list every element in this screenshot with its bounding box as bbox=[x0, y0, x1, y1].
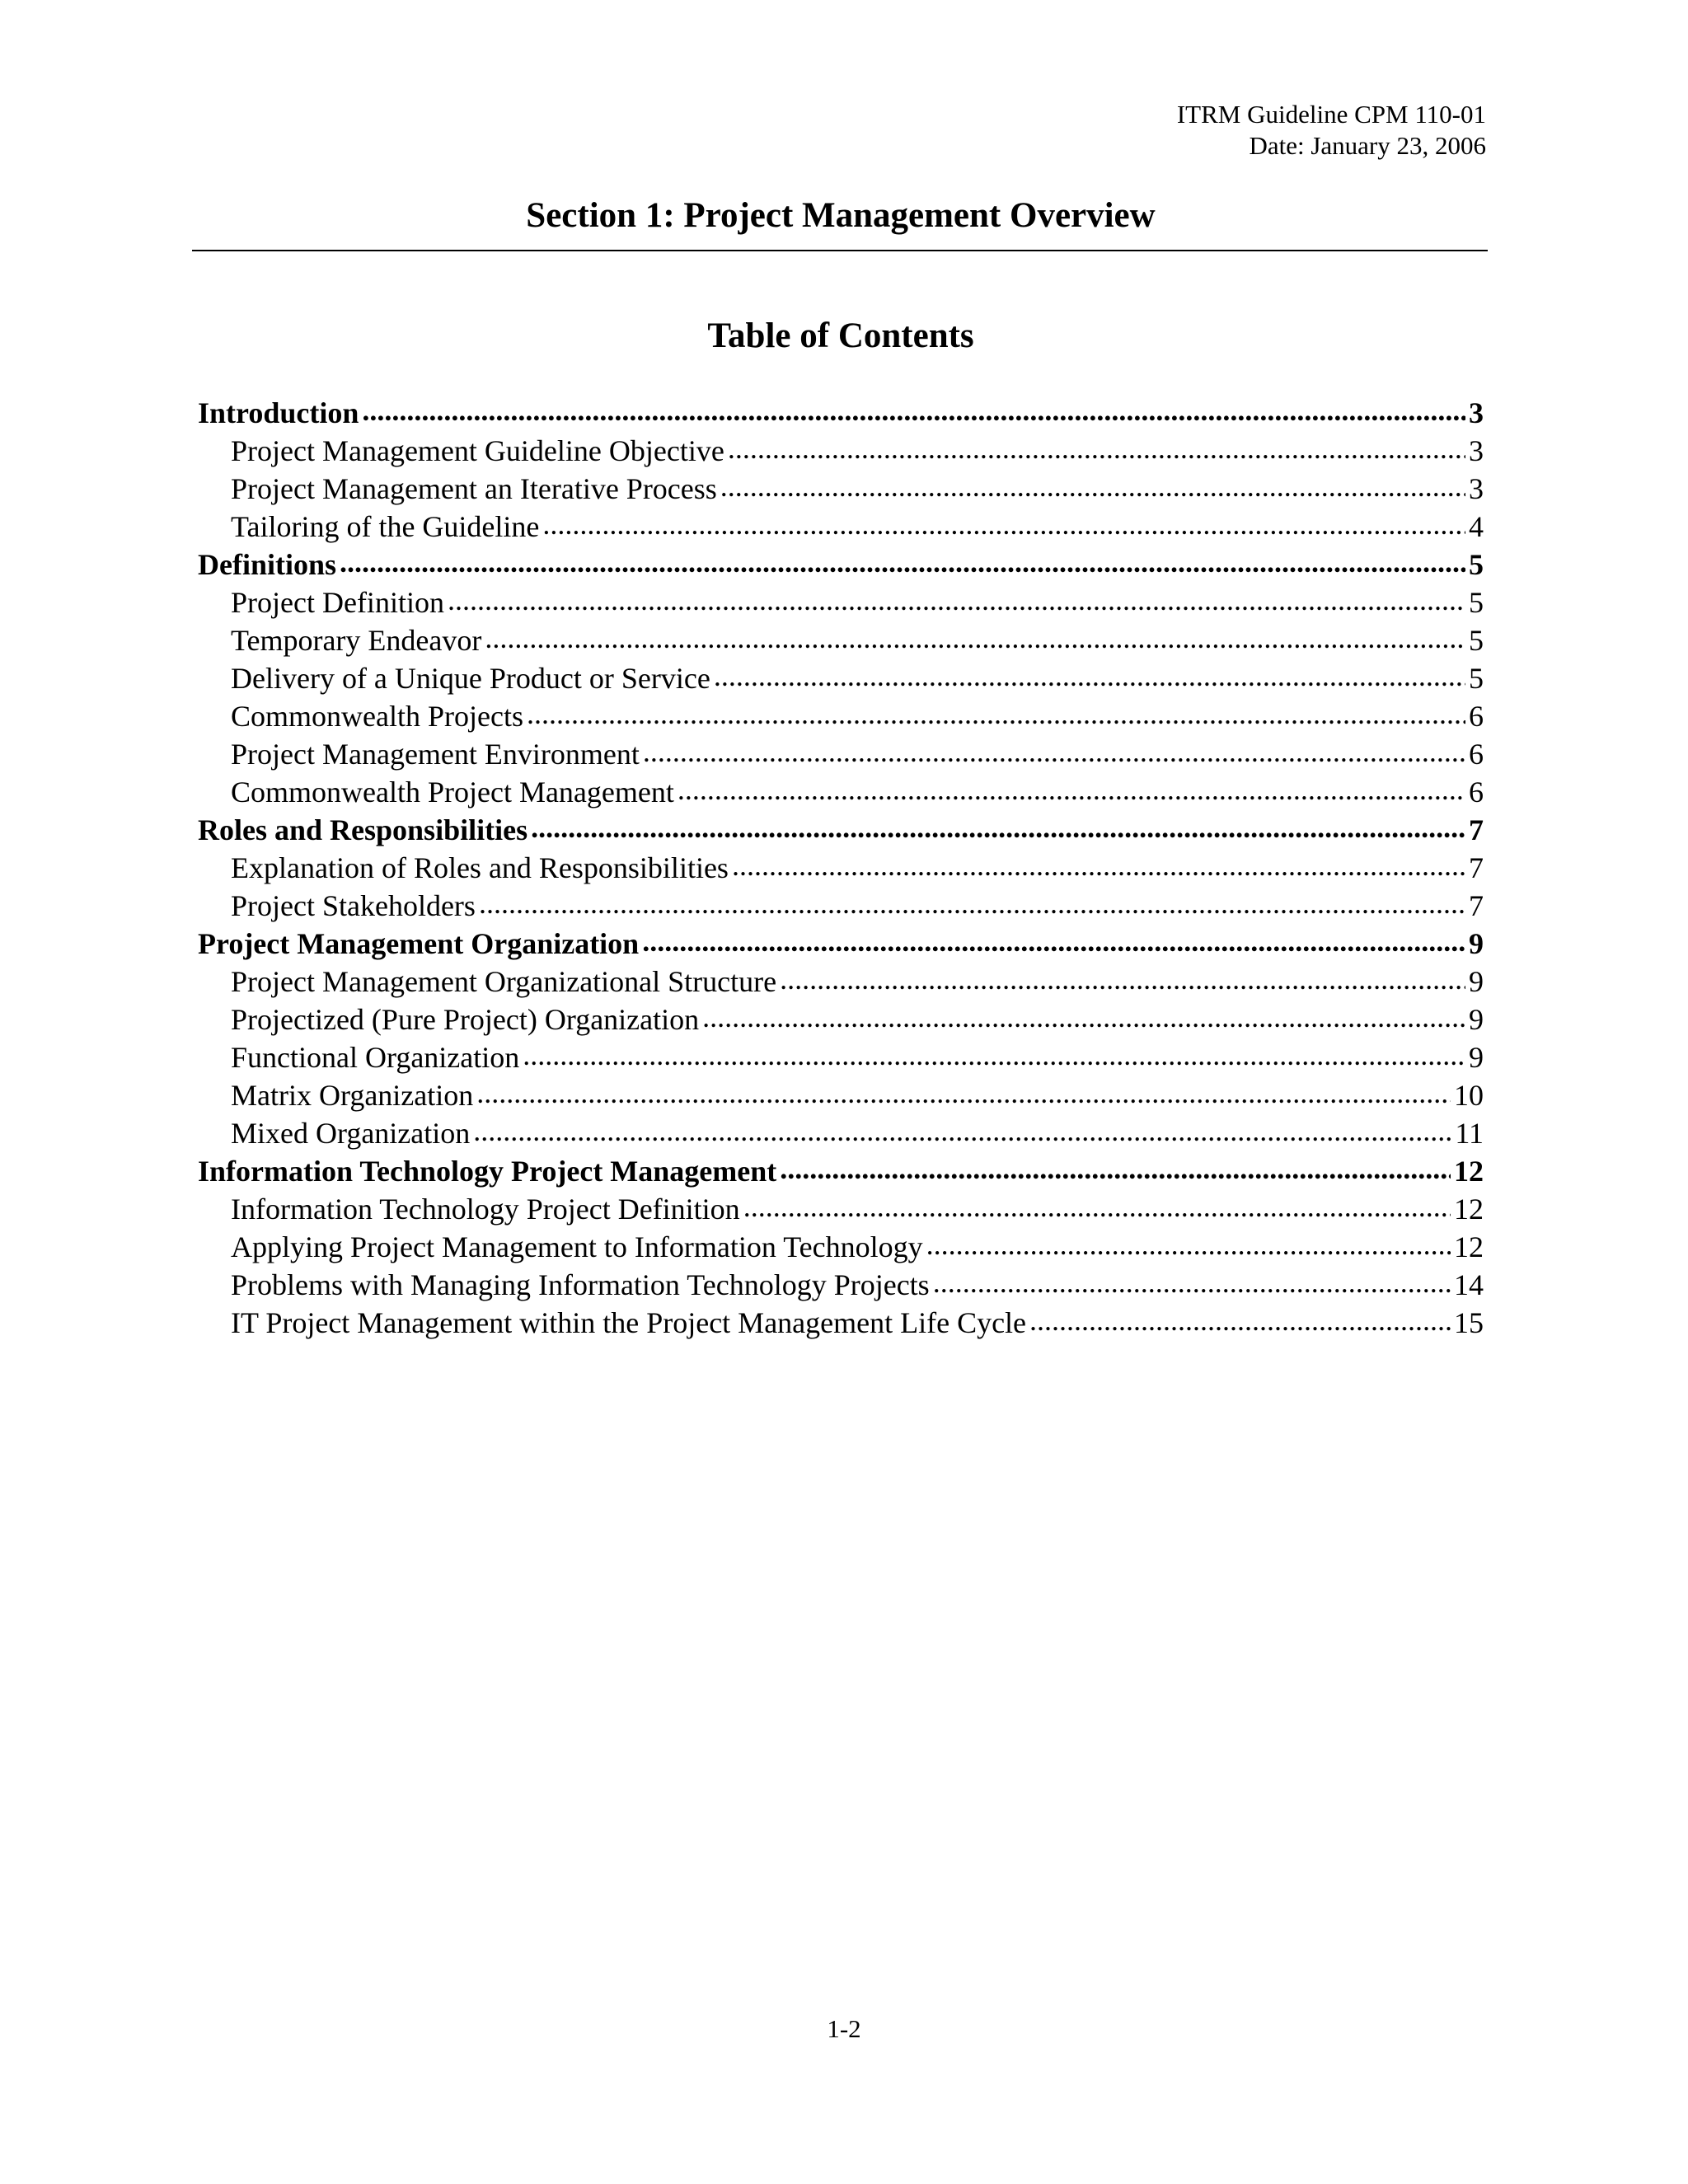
toc-entry-page: 9 bbox=[1469, 1041, 1484, 1074]
toc-entry-label: Definitions bbox=[198, 548, 337, 581]
toc-subsection-entry[interactable] bbox=[198, 470, 1484, 508]
toc-entry-label: Project Stakeholders bbox=[231, 889, 476, 922]
toc-dot-leader bbox=[542, 508, 1465, 543]
toc-section-entry[interactable] bbox=[198, 811, 1484, 849]
toc-dot-leader bbox=[714, 659, 1465, 695]
document-header bbox=[1177, 99, 1486, 162]
toc-section-entry[interactable] bbox=[198, 394, 1484, 432]
toc-entry-page: 5 bbox=[1469, 548, 1484, 581]
toc-entry-label: Explanation of Roles and Responsibilities bbox=[231, 851, 729, 884]
toc-dot-leader bbox=[448, 583, 1465, 619]
toc-entry-page: 3 bbox=[1469, 472, 1484, 505]
toc-dot-leader bbox=[473, 1114, 1451, 1150]
toc-entry-label: Mixed Organization bbox=[231, 1117, 471, 1150]
toc-entry-label: Matrix Organization bbox=[231, 1079, 474, 1112]
toc-entry-page: 7 bbox=[1469, 813, 1484, 846]
toc-dot-leader bbox=[643, 735, 1465, 771]
toc-dot-leader bbox=[523, 1038, 1465, 1074]
toc-dot-leader bbox=[732, 849, 1465, 884]
toc-entry-label: Commonwealth Project Management bbox=[231, 776, 674, 808]
toc-entry-label: Project Management Guideline Objective bbox=[231, 434, 724, 467]
toc-dot-leader bbox=[485, 621, 1465, 657]
toc-section-entry[interactable] bbox=[198, 1152, 1484, 1190]
toc-entry-label: Tailoring of the Guideline bbox=[231, 510, 540, 543]
toc-subsection-entry[interactable] bbox=[198, 1001, 1484, 1038]
toc-entry-label: Functional Organization bbox=[231, 1041, 520, 1074]
toc-entry-page: 5 bbox=[1469, 624, 1484, 657]
page-number: 1-2 bbox=[827, 2014, 861, 2043]
toc-subsection-entry[interactable] bbox=[198, 659, 1484, 697]
toc-entry-page: 12 bbox=[1454, 1230, 1484, 1263]
toc-entry-label: IT Project Management within the Project Management Life Cycle bbox=[231, 1306, 1027, 1339]
toc-entry-page: 9 bbox=[1469, 1003, 1484, 1036]
toc-subsection-entry[interactable] bbox=[198, 508, 1484, 546]
toc-subsection-entry[interactable] bbox=[198, 697, 1484, 735]
toc-entry-page: 6 bbox=[1469, 776, 1484, 808]
toc-dot-leader bbox=[780, 1152, 1451, 1188]
toc-subsection-entry[interactable] bbox=[198, 887, 1484, 925]
toc-dot-leader bbox=[476, 1076, 1451, 1112]
toc-entry-page: 4 bbox=[1469, 510, 1484, 543]
toc-entry-page: 12 bbox=[1454, 1193, 1484, 1226]
toc-entry-label: Temporary Endeavor bbox=[231, 624, 482, 657]
toc-dot-leader bbox=[926, 1228, 1451, 1263]
toc-subsection-entry[interactable] bbox=[198, 1266, 1484, 1304]
toc-subsection-entry[interactable] bbox=[198, 1228, 1484, 1266]
toc-dot-leader bbox=[1029, 1304, 1451, 1339]
toc-dot-leader bbox=[531, 811, 1465, 846]
toc-subsection-entry[interactable] bbox=[198, 773, 1484, 811]
toc-section-entry[interactable] bbox=[198, 546, 1484, 583]
toc-entry-label: Project Management Organizational Structure bbox=[231, 965, 777, 998]
toc-heading: Table of Contents bbox=[707, 316, 974, 355]
guideline-id: ITRM Guideline CPM 110-01 bbox=[1176, 100, 1486, 129]
toc-entry-label: Information Technology Project Management bbox=[198, 1155, 777, 1188]
toc-dot-leader bbox=[642, 925, 1465, 960]
section-title: Section 1: Project Management Overview bbox=[526, 196, 1156, 235]
toc-entry-page: 5 bbox=[1469, 662, 1484, 695]
toc-entry-label: Project Management Environment bbox=[231, 738, 640, 771]
toc-subsection-entry[interactable] bbox=[198, 621, 1484, 659]
toc-entry-label: Commonwealth Projects bbox=[231, 700, 523, 733]
toc-dot-leader bbox=[362, 394, 1465, 429]
toc-dot-leader bbox=[479, 887, 1465, 922]
guideline-date: Date: January 23, 2006 bbox=[1249, 131, 1486, 160]
toc-entry-page: 9 bbox=[1469, 965, 1484, 998]
toc-entry-page: 7 bbox=[1469, 851, 1484, 884]
toc-entry-page: 14 bbox=[1454, 1268, 1484, 1301]
toc-subsection-entry[interactable] bbox=[198, 1038, 1484, 1076]
toc-entry-page: 6 bbox=[1469, 738, 1484, 771]
toc-subsection-entry[interactable] bbox=[198, 963, 1484, 1001]
toc-entry-page: 15 bbox=[1454, 1306, 1484, 1339]
toc-dot-leader bbox=[678, 773, 1465, 808]
toc-dot-leader bbox=[780, 963, 1465, 998]
toc-subsection-entry[interactable] bbox=[198, 735, 1484, 773]
toc-entry-page: 3 bbox=[1469, 396, 1484, 429]
toc-entry-label: Information Technology Project Definition bbox=[231, 1193, 740, 1226]
toc-dot-leader bbox=[702, 1001, 1465, 1036]
toc-dot-leader bbox=[743, 1190, 1451, 1226]
toc-entry-label: Project Definition bbox=[231, 586, 444, 619]
toc-entry-label: Delivery of a Unique Product or Service bbox=[231, 662, 710, 695]
toc-entry-page: 11 bbox=[1455, 1117, 1484, 1150]
toc-subsection-entry[interactable] bbox=[198, 432, 1484, 470]
toc-subsection-entry[interactable] bbox=[198, 1304, 1484, 1342]
toc-dot-leader bbox=[728, 432, 1465, 467]
toc-entry-page: 10 bbox=[1454, 1079, 1484, 1112]
toc-entry-page: 9 bbox=[1469, 927, 1484, 960]
title-divider bbox=[192, 250, 1488, 251]
toc-entry-label: Project Management Organization bbox=[198, 927, 640, 960]
toc-entry-page: 12 bbox=[1454, 1155, 1484, 1188]
toc-subsection-entry[interactable] bbox=[198, 849, 1484, 887]
toc-entry-label: Introduction bbox=[198, 396, 359, 429]
toc-dot-leader bbox=[527, 697, 1465, 733]
toc-section-entry[interactable] bbox=[198, 925, 1484, 963]
toc-entry-label: Projectized (Pure Project) Organization bbox=[231, 1003, 700, 1036]
toc-entry-label: Roles and Responsibilities bbox=[198, 813, 528, 846]
toc-dot-leader bbox=[933, 1266, 1451, 1301]
toc-entry-label: Applying Project Management to Information Technology bbox=[231, 1230, 923, 1263]
toc-entry-page: 5 bbox=[1469, 586, 1484, 619]
toc-entry-label: Project Management an Iterative Process bbox=[231, 472, 717, 505]
toc-dot-leader bbox=[720, 470, 1465, 505]
toc-subsection-entry[interactable] bbox=[198, 583, 1484, 621]
toc-subsection-entry[interactable] bbox=[198, 1190, 1484, 1228]
table-of-contents bbox=[198, 394, 1484, 1342]
toc-subsection-entry[interactable] bbox=[198, 1076, 1484, 1114]
toc-entry-page: 7 bbox=[1469, 889, 1484, 922]
toc-entry-label: Problems with Managing Information Technology Projects bbox=[231, 1268, 930, 1301]
toc-entry-page: 3 bbox=[1469, 434, 1484, 467]
toc-dot-leader bbox=[340, 546, 1465, 581]
toc-subsection-entry[interactable] bbox=[198, 1114, 1484, 1152]
toc-entry-page: 6 bbox=[1469, 700, 1484, 733]
